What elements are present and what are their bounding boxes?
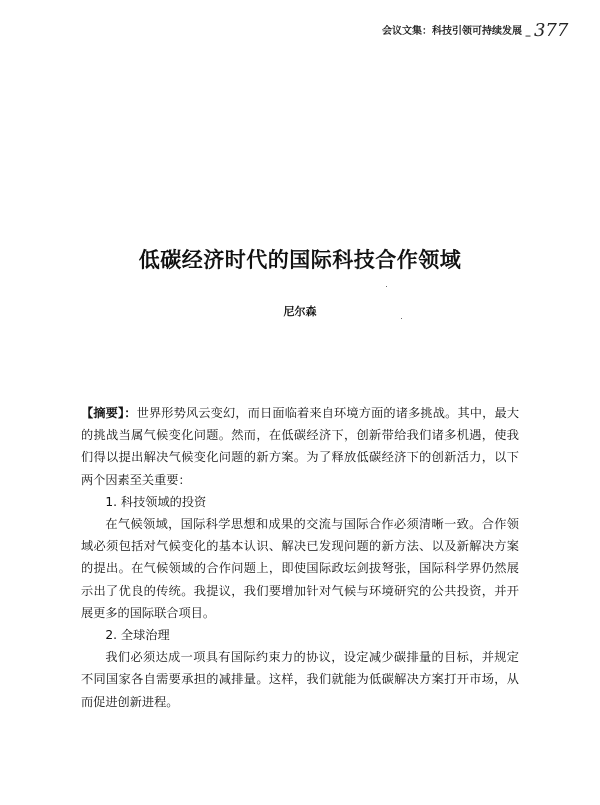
article-body (81, 402, 519, 713)
abstract-text: 世界形势风云变幻，而日面临着来自环境方面的诸多挑战。其中，最大的挑战当属气候变化问题。然而，在低碳经济下，创新带给我们诸多机遇，使我们得以提出解决气候变化问题的新方案。为了释放低碳经济下的创新活力，以下两个因素至关重要： (81, 406, 520, 487)
running-header (382, 20, 568, 41)
article-author: 尼尔森 (283, 305, 317, 318)
header-separator: _ (522, 26, 534, 37)
running-title: 会议文集：科技引领可持续发展 (382, 26, 522, 37)
section-heading: 2. 全球治理 (105, 628, 170, 643)
section-paragraph: 我们必须达成一项具有国际约束力的协议，设定减少碳排量的目标，并规定不同国家各自需要承担的减排量。这样，我们就能为低碳解决方案打开市场，从而促进创新进程。 (81, 650, 519, 709)
article-title: 低碳经济时代的国际科技合作领域 (138, 248, 462, 272)
abstract-paragraph (81, 402, 519, 491)
section-heading: 1. 科技领域的投资 (105, 494, 207, 509)
section-paragraph: 在气候领域，国际科学思想和成果的交流与国际合作必须清晰一致。合作领域必须包括对气候变化的基本认识、解决已发现问题的新方法、以及新解决方案的提出。在气候领域的合作问题上，即使国际政坛剑拔弩张，国际科学界仍然展示出了优良的传统。我提议，我们要增加针对气候与环境研究的公共投资，并开展更多的国际联合项目。 (81, 517, 519, 620)
scan-speck (386, 286, 387, 287)
abstract-label: 【摘要】： (81, 406, 137, 420)
page-number: 377 (533, 20, 569, 41)
